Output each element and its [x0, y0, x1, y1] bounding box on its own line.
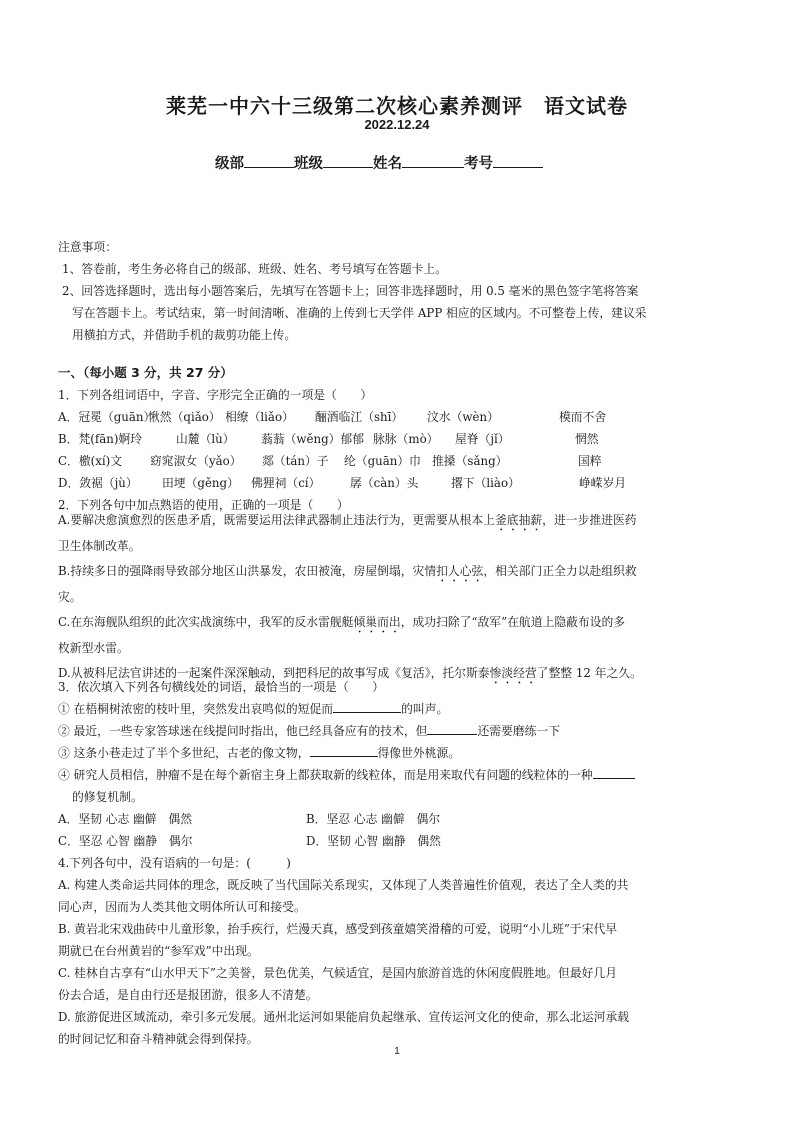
note-2-line-3: 用横拍方式，并借助手机的裁剪功能上传。 [72, 328, 297, 342]
q1-option-a: A．冠冕（guān） 愀然（qiǎo） 相缭（liǎo） 酾酒临江（shī） 汶水（wèn） 模而不舍 [58, 410, 607, 424]
q2-option-b-cont: 灾。 [58, 590, 82, 604]
field-class-label: 班级 [294, 156, 323, 172]
q4-option-d-cont: 的时间记忆和奋斗精神就会得到保持。 [58, 1032, 259, 1046]
q3-sentence-3: ③ 这条小巷走过了半个多世纪，古老的像文物， 得像世外桃源。 [58, 746, 461, 760]
notes-heading: 注意事项： [58, 240, 117, 254]
q2-option-b: B.持续多日的强降雨导致部分地区山洪暴发，农田被淹，房屋倒塌，灾情扣人心弦，相关部门正全力以赴组织救 [58, 564, 637, 578]
q3-blank-2 [427, 722, 477, 735]
field-grade-blank [244, 153, 294, 168]
q3-option-d: D．坚韧 心智 幽静 偶然 [306, 834, 441, 848]
field-grade-label: 级部 [215, 156, 244, 172]
section-1-heading: 一、（每小题 3 分，共 27 分） [58, 365, 233, 380]
q4-option-a: A. 构建人类命运共同体的理念，既反映了当代国际关系现实，又体现了人类普遍性价值观，表达了全人类的共 [58, 878, 629, 892]
field-id-label: 考号 [464, 156, 493, 172]
field-id-blank [493, 153, 543, 168]
q1-option-b: B．梵(fān)婀玲 山麓（lù） 蓊蓊（wěng）郁郁 脉脉（mò） 屋脊（jǐ） 惘然 [58, 432, 599, 446]
note-1: 1、答卷前，考生务必将自己的级部、班级、姓名、考号填写在答题卡上。 [62, 262, 448, 276]
q3-sentence-4: ④ 研究人员相信，肿瘤不是在每个新宿主身上都获取新的线粒体，而是用来取代有问题的线粒体的一种 [58, 764, 740, 786]
q4-option-c-cont: 份去合适，是自由行还是报团游，很多人不清楚。 [58, 988, 318, 1002]
note-2-line-1: 2、回答选择题时，选出每小题答案后，先填写在答题卡上；回答非选择题时，用 0.5 毫米的黑色签字笔将答案 [62, 284, 639, 298]
exam-title: 莱芜一中六十三级第二次核心素养测评 语文试卷 [166, 94, 628, 118]
q3-sentence-4-cont: 的修复机制。 [72, 790, 143, 804]
q3-blank-1 [333, 700, 401, 713]
q1-option-c: C．檄(xí)文 窈窕淑女（yǎo） 郯（tán）子 纶（guān）巾 推搡（sǎng） 国粹 [58, 454, 602, 468]
question-2-options [58, 508, 740, 687]
page-number: 1 [394, 1046, 400, 1057]
field-name-label: 姓名 [373, 156, 402, 172]
field-class-blank [323, 153, 373, 168]
q3-option-a: A．坚韧 心志 幽僻 偶然 [58, 812, 192, 826]
q2-stem: 2．下列各句中加点熟语的使用，正确的一项是（ ） [58, 498, 349, 512]
q3-stem: 3．依次填入下列各句横线处的词语，最恰当的一项是（ ） [58, 680, 385, 694]
q3-option-c: C．坚忍 心智 幽静 偶尔 [58, 834, 193, 848]
question-1 [58, 384, 740, 516]
q4-stem: 4.下列各句中，没有语病的一句是：( ) [58, 856, 291, 870]
field-name-blank [402, 153, 464, 168]
student-info-line [215, 152, 543, 173]
q3-options-ab [58, 808, 740, 830]
q2-option-a-cont: 卫生体制改革。 [58, 539, 141, 553]
q2-option-c-cont: 枚新型水雷。 [58, 641, 129, 655]
q3-option-b: B．坚忍 心志 幽僻 偶尔 [306, 812, 441, 826]
q3-options-cd [58, 830, 740, 852]
q4-option-d: D. 旅游促进区域流动，牵引多元发展。通州北运河如果能肩负起继承、宣传运河文化的使命，那么北运河承载 [58, 1010, 629, 1024]
q4-option-a-cont: 同心声，因而为人类其他文明体所认可和接受。 [58, 900, 306, 914]
note-2 [62, 280, 742, 346]
q3-sentence-1: ① 在梧桐树浓密的枝叶里，突然发出哀鸣似的短促而 的叫声。 [58, 702, 449, 716]
note-2-line-2: 写在答题卡上。考试结束，第一时间清晰、准确的上传到七天学伴 APP 相应的区域内。不可整卷上传，建议采 [72, 306, 647, 320]
q1-option-d: D．敛裾（jù） 田埂（gěng） 佛狸祠（cí） 孱（càn）头 撂下（liào） 峥嵘岁月 [58, 476, 627, 490]
q3-sentence-2: ② 最近，一些专家答球迷在线提问时指出，他已经具备应有的技术，但 还需要磨练一下 [58, 724, 561, 738]
q2-option-c: C.在东海舰队组织的此次实战演练中，我军的反水雷舰艇倾巢而出，成功扫除了“敌军”在航道上隐蔽布设的多 [58, 615, 626, 629]
q4-option-b-cont: 期就已在台州黄岩的“参军戏”中出现。 [58, 944, 259, 958]
q1-stem: 1．下列各组词语中，字音、字形完全正确的一项是（ ） [58, 388, 373, 402]
question-3 [58, 676, 740, 852]
q2-option-d: D.从被科尼法官讲述的一起案件深深触动，到把科尼的故事写成《复活》，托尔斯泰惨淡经营了整整 12 年之久。 [58, 666, 642, 680]
q4-option-b: B. 黄岩北宋戏曲砖中儿童形象，抬手疾行，烂漫天真，感受到孩童嬉笑滑稽的可爱，说明“小儿班”于宋代早 [58, 922, 618, 936]
exam-date: 2022.12.24 [364, 117, 430, 132]
q3-blank-4 [593, 766, 635, 779]
q4-option-c: C. 桂林自古享有“山水甲天下”之美誉，景色优美，气候适宜，是国内旅游首选的休闲度假胜地。但最好几月 [58, 966, 618, 980]
q2-option-a: A.要解决愈演愈烈的医患矛盾，既需要运用法律武器制止违法行为，更需要从根本上釜底抽薪，进一步推进医药 [58, 513, 637, 527]
q3-blank-3 [310, 744, 378, 757]
question-4 [58, 852, 740, 1050]
